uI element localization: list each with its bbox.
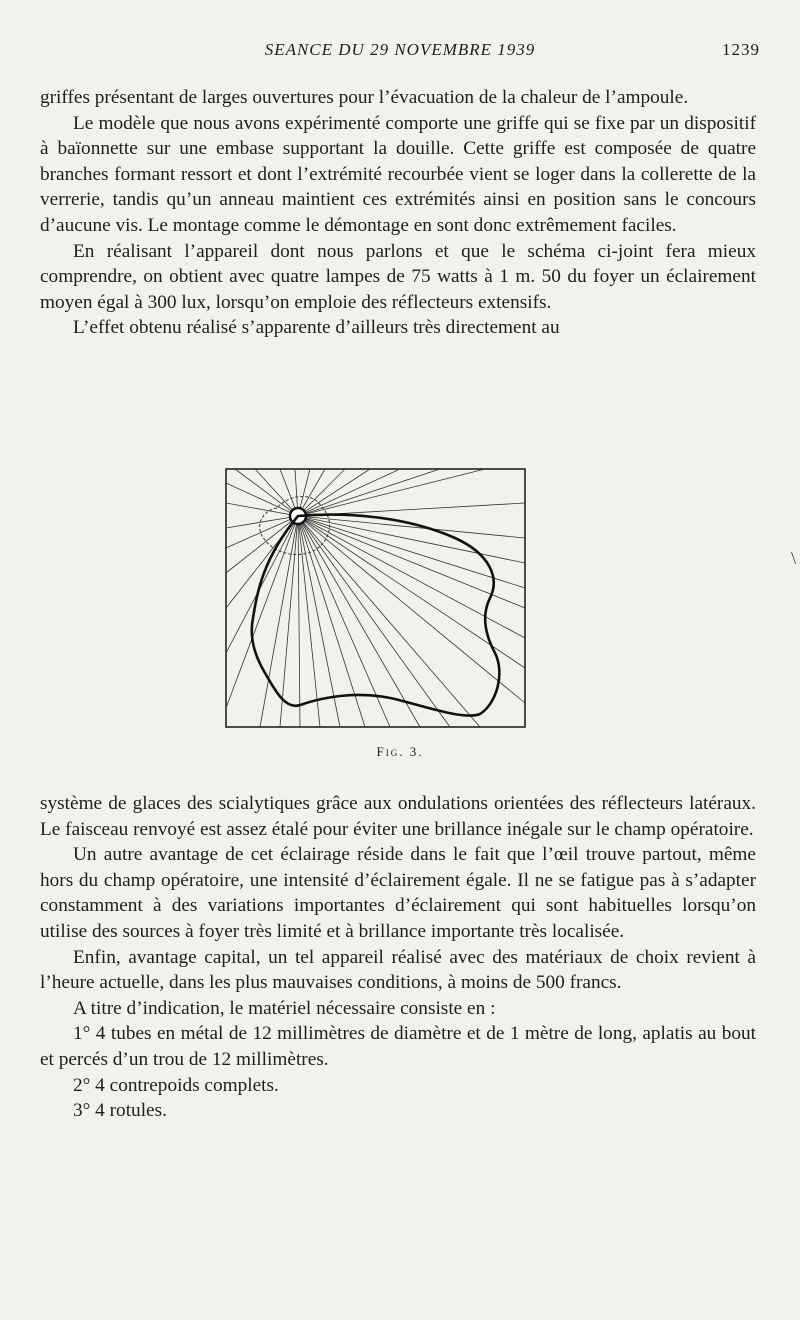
text-block-bottom	[40, 791, 756, 1124]
paragraph: En réalisant l’appareil dont nous parlons et que le schéma ci-joint fera mieux comprendre, on obtient avec quatre lampes de 75 watts à 1 m. 50 du foyer un éclairement moyen égal à 300 lux, lorsqu’on emploie des réflecteurs extensifs.	[40, 240, 756, 313]
light-ray	[298, 516, 525, 703]
light-rays	[226, 469, 525, 727]
light-ray	[255, 469, 298, 516]
list-item: 3° 4 rotules.	[73, 1100, 167, 1122]
paragraph: Un autre avantage de cet éclairage réside dans le fait que l’œil trouve partout, même hors du champ opératoire, une intensité d’éclairement égale. Il ne se fatigue pas à s’adapter constamment à des variations importantes d’éclairement qui sont habituelles lorsqu’on utilise des sources à foyer très limité et à brillance importante très localisée.	[40, 844, 756, 942]
light-ray	[226, 503, 298, 516]
page-number: 1239	[722, 40, 760, 59]
light-ray	[298, 516, 300, 727]
list-item: 1° 4 tubes en métal de 12 millimètres de diamètre et de 1 mètre de long, aplatis au bout et percés d’un trou de 12 millimètres.	[40, 1023, 756, 1070]
illumination-curve	[252, 515, 500, 716]
light-ray	[235, 469, 298, 516]
light-distribution-diagram	[225, 468, 527, 730]
light-ray	[298, 469, 485, 516]
paragraph: Le modèle que nous avons expérimenté comporte une griffe qui se fixe par un dispositif à baïonnette sur une embase supportant la douille. Cette griffe est composée de quatre branches formant ressort et dont l’extrémité recourbée vient se loger dans la collerette de la verrerie, tandis qu’un anneau maintient ces extrémités ainsi en position sans le concours d’aucune vis. Le montage comme le démontage en sont donc extrêmement faciles.	[40, 112, 756, 236]
paragraph: système de glaces des scialytiques grâce aux ondulations orientées des réflecteurs latéraux. Le faisceau renvoyé est assez étalé pour éviter une brillance inégale sur le champ opératoire.	[40, 793, 756, 840]
light-ray	[298, 469, 345, 516]
light-ray	[280, 516, 298, 727]
paragraph: griffes présentant de larges ouvertures pour l’évacuation de la chaleur de l’ampoule.	[40, 87, 689, 108]
paragraph: L’effet obtenu réalisé s’apparente d’ailleurs très directement au	[73, 317, 560, 339]
figure-caption: Fig. 3.	[376, 744, 424, 759]
light-ray	[226, 516, 298, 528]
text-block-top	[40, 85, 756, 341]
diagram-frame	[226, 469, 525, 727]
light-ray	[298, 469, 400, 516]
paragraph: Enfin, avantage capital, un tel appareil réalisé avec des matériaux de choix revient à l’heure actuelle, dans les plus mauvaises conditions, à moins de 500 francs.	[40, 946, 756, 994]
paragraph: A titre d’indication, le matériel nécessaire consiste en :	[73, 997, 496, 1019]
light-ray	[298, 469, 370, 516]
running-header	[0, 40, 800, 64]
margin-mark: \	[790, 548, 796, 568]
header-title: SEANCE DU 29 NOVEMBRE 1939	[264, 40, 536, 59]
figure-diagram	[225, 468, 527, 730]
list-item: 2° 4 contrepoids complets.	[73, 1074, 279, 1096]
